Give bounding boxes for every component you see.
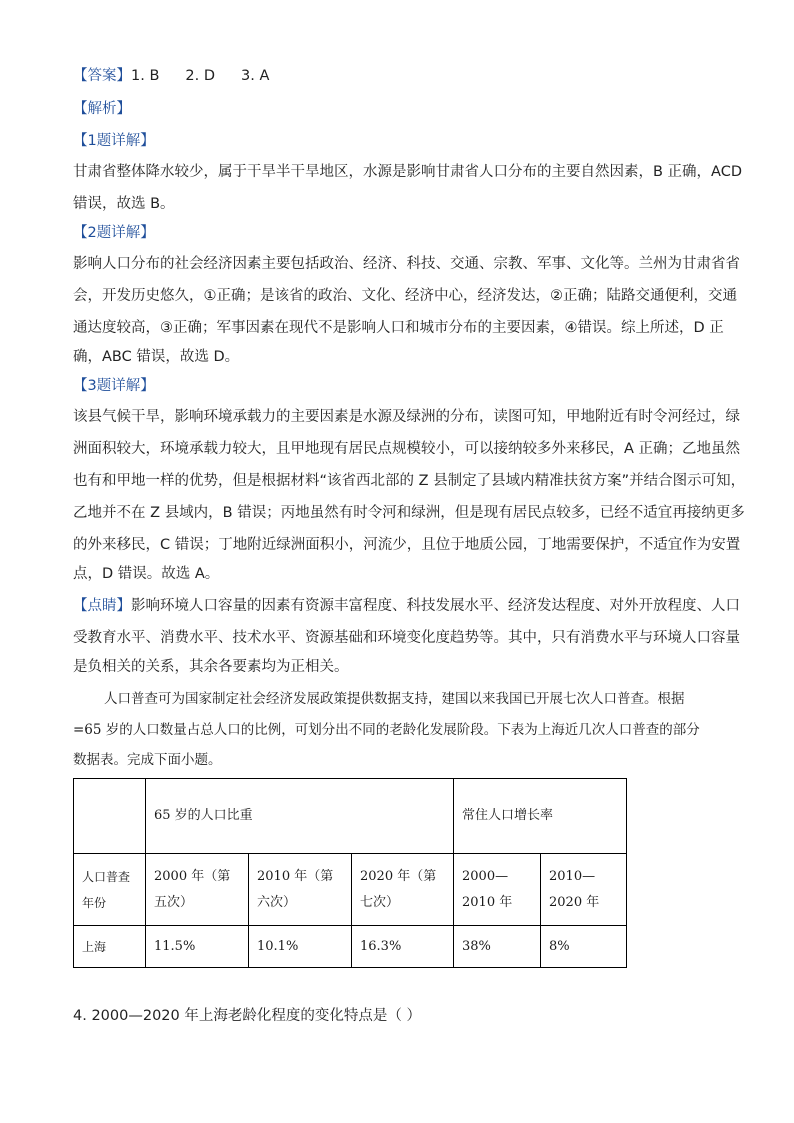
- q3-text-line: 点，D 错误。故选 A。: [73, 566, 220, 582]
- table-column-header: 2010—2020 年: [541, 854, 627, 926]
- q2-text-line: 会，开发历史悠久，①正确；是该省的政治、文化、经济中心，经济发达，②正确；陆路交通便利，交通: [73, 288, 737, 304]
- table-column-header: 2020 年（第七次）: [352, 854, 454, 926]
- table-cell: 16.3%: [352, 926, 454, 968]
- q2-text-line: 影响人口分布的社会经济因素主要包括政治、经济、科技、交通、宗教、军事、文化等。兰州为甘肃省省: [73, 256, 740, 272]
- q3-text-line: 乙地并不在 Z 县域内，B 错误；丙地虽然有时令河和绿洲，但是现有居民点较多，已经不适宜再接纳更多: [73, 505, 745, 521]
- answer-line: [73, 66, 733, 86]
- q1-header: 【1题详解】: [73, 133, 155, 149]
- material-line: =65 岁的人口数量占总人口的比例，可划分出不同的老龄化发展阶段。下表为上海近几次人口普查的部分: [73, 722, 700, 738]
- q2-header: 【2题详解】: [73, 225, 155, 241]
- table-empty-cell: [74, 779, 146, 854]
- table-cell: 10.1%: [249, 926, 352, 968]
- table-header-row: [74, 779, 627, 854]
- table-group-header: 常住人口增长率: [454, 779, 627, 854]
- material-line: 人口普查可为国家制定社会经济发展政策提供数据支持，建国以来我国已开展七次人口普查。根据: [104, 691, 685, 707]
- q1-text-line: 甘肃省整体降水较少，属于干旱半干旱地区，水源是影响甘肃省人口分布的主要自然因素，B 正确，ACD: [73, 164, 743, 180]
- table-column-header: 2000—2010 年: [454, 854, 541, 926]
- q3-text-line: 该县气候干旱，影响环境承载力的主要因素是水源及绿洲的分布，读图可知，甲地附近有时令河经过，绿: [73, 409, 740, 425]
- tip-text: 影响环境人口容量的因素有资源丰富程度、科技发展水平、经济发达程度、对外开放程度、人口: [131, 598, 740, 614]
- table-cell: 38%: [454, 926, 541, 968]
- q2-text-line: 确，ABC 错误，故选 D。: [73, 349, 240, 365]
- table-row-name: 上海: [74, 926, 146, 968]
- analysis-label: 【解析】: [73, 101, 131, 117]
- answer-label: 【答案】: [73, 68, 131, 84]
- q1-text-line: 错误，故选 B。: [73, 196, 175, 212]
- q3-text-line: 的外来移民，C 错误；丁地附近绿洲面积小，河流少，且位于地质公园，丁地需要保护，不适宜作为安置: [73, 537, 741, 553]
- table-row: [74, 926, 627, 968]
- tip-text-line: 是负相关的关系，其余各要素均为正相关。: [73, 659, 349, 675]
- question-4: 4. 2000—2020 年上海老龄化程度的变化特点是（ ）: [73, 1008, 421, 1024]
- table-column-header: 2010 年（第六次）: [249, 854, 352, 926]
- tip-line: [73, 596, 740, 616]
- answer-item-3: 3. A: [241, 68, 270, 84]
- answer-item-1: 1. B: [131, 68, 160, 84]
- table-cell: 8%: [541, 926, 627, 968]
- material-line: 数据表。完成下面小题。: [73, 752, 222, 768]
- census-data-table: [73, 778, 627, 968]
- table-column-header: 2000 年（第五次）: [146, 854, 249, 926]
- table-subheader-row: [74, 854, 627, 926]
- q3-text-line: 也有和甲地一样的优势，但是根据材料“该省西北部的 Z 县制定了县域内精准扶贫方案”并结合图示可知，: [73, 473, 746, 489]
- answer-item-2: 2. D: [185, 68, 216, 84]
- tip-label: 【点睛】: [73, 598, 131, 614]
- q2-text-line: 通达度较高，③正确；军事因素在现代不是影响人口和城市分布的主要因素，④错误。综上所述，D 正: [73, 320, 724, 336]
- table-group-header: 65 岁的人口比重: [146, 779, 454, 854]
- tip-text-line: 受教育水平、消费水平、技术水平、资源基础和环境变化度趋势等。其中，只有消费水平与环境人口容量: [73, 630, 740, 646]
- table-row-header: 人口普查年份: [74, 854, 146, 926]
- table-cell: 11.5%: [146, 926, 249, 968]
- q3-text-line: 洲面积较大，环境承载力较大，且甲地现有居民点规模较小，可以接纳较多外来移民，A 正确；乙地虽然: [73, 441, 741, 457]
- q3-header: 【3题详解】: [73, 378, 155, 394]
